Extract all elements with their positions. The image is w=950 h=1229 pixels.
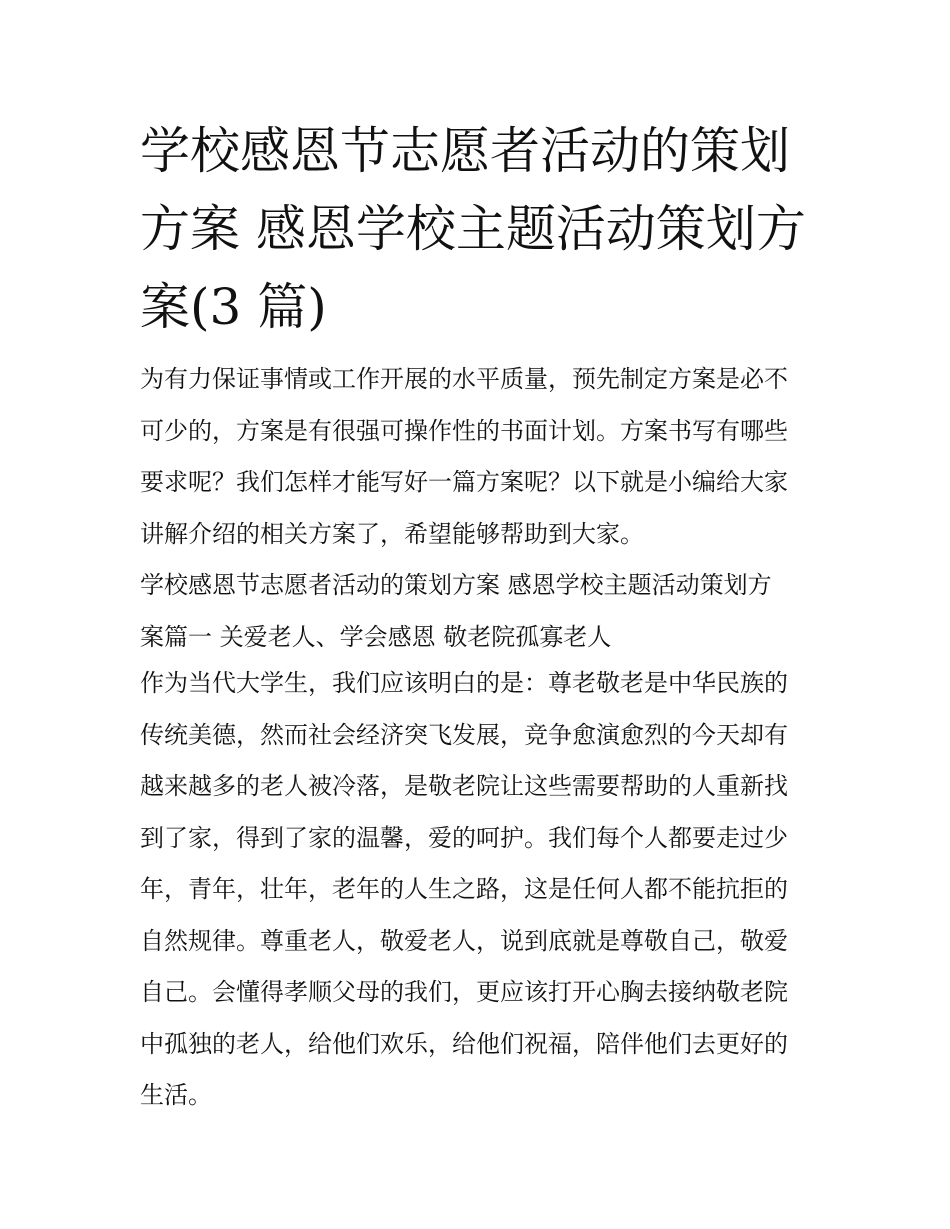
- text-line: 作为当代大学生，我们应该明白的是：尊老敬老是中华民族的: [140, 669, 788, 697]
- text-line: 可少的，方案是有很强可操作性的书面计划。方案书写有哪些: [140, 416, 788, 445]
- text-line: 生活。: [140, 1081, 212, 1109]
- text-line: 年，青年，壮年，老年的人生之路，这是任何人都不能抗拒的: [140, 875, 788, 903]
- text-line: 传统美德，然而社会经济突飞发展，竞争愈演愈烈的今天却有: [140, 720, 788, 749]
- text-line: 越来越多的老人被冷落，是敬老院让这些需要帮助的人重新找: [140, 772, 788, 800]
- intro-paragraph: [140, 354, 815, 560]
- text-line: 自己。会懂得孝顺父母的我们，更应该打开心胸去接纳敬老院: [140, 978, 788, 1006]
- text-line: 中孤独的老人，给他们欢乐，给他们祝福，陪伴他们去更好的: [140, 1029, 788, 1058]
- title-line: 案(3 篇): [140, 278, 327, 336]
- text-line: 讲解介绍的相关方案了，希望能够帮助到大家。: [140, 519, 644, 548]
- text-line: 为有力保证事情或工作开展的水平质量，预先制定方案是必不: [140, 365, 788, 393]
- text-line: 要求呢？我们怎样才能写好一篇方案呢？以下就是小编给大家: [140, 468, 788, 496]
- title-line: 方案 感恩学校主题活动策划方: [140, 200, 806, 258]
- section-heading: [140, 560, 815, 663]
- document-title: [140, 112, 820, 346]
- text-line: 到了家，得到了家的温馨，爱的呵护。我们每个人都要走过少: [140, 823, 788, 852]
- title-line: 学校感恩节志愿者活动的策划: [140, 122, 790, 180]
- body-paragraph: [140, 658, 815, 1122]
- text-line: 自然规律。尊重老人，敬爱老人，说到底就是尊敬自己，敬爱: [140, 926, 788, 955]
- text-line: 学校感恩节志愿者活动的策划方案 感恩学校主题活动策划方: [140, 571, 772, 599]
- text-line: 案篇一 关爱老人、学会感恩 敬老院孤寡老人: [140, 622, 612, 651]
